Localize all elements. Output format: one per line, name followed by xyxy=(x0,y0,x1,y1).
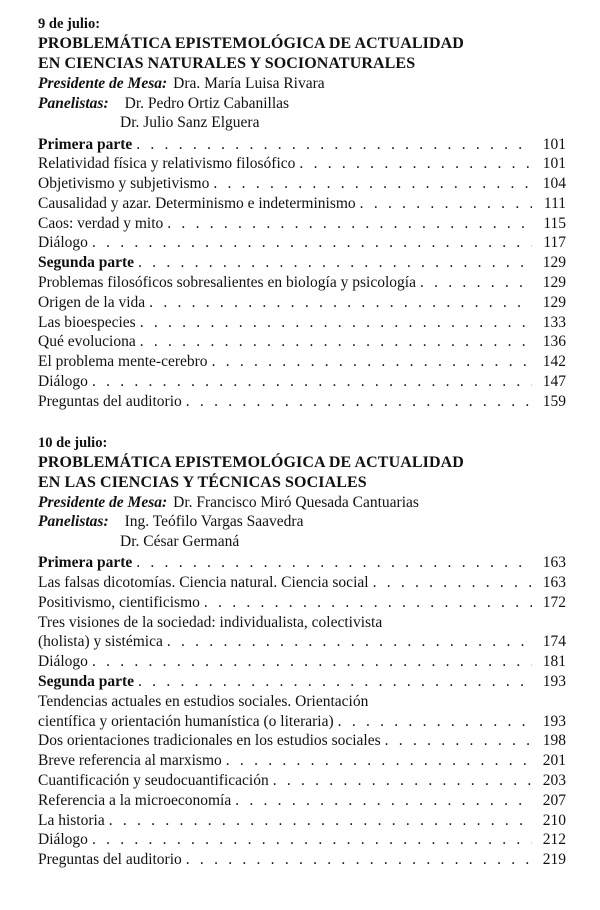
toc-list xyxy=(38,553,566,870)
toc-entry-page: 117 xyxy=(543,234,566,252)
toc-entry-page: 101 xyxy=(542,135,566,153)
toc-entry xyxy=(38,672,566,692)
toc-entry-label: Positivismo, cientificismo xyxy=(38,593,200,611)
toc-entry-label: Caos: verdad y mito xyxy=(38,214,164,232)
president-line xyxy=(38,74,566,94)
toc-entry-label: Preguntas del auditorio xyxy=(38,851,182,869)
toc-entry-label: Primera parte xyxy=(38,554,133,572)
toc-entry xyxy=(38,135,566,155)
toc-entry-page: 115 xyxy=(543,214,566,232)
toc-entry-label: Preguntas del auditorio xyxy=(38,392,182,410)
toc-entry-page: 129 xyxy=(542,274,566,292)
section-july-10 xyxy=(38,433,566,870)
toc-entry-label: Qué evoluciona xyxy=(38,333,136,351)
toc-entry-label: Las falsas dicotomías. Ciencia natural. Ciencia social xyxy=(38,573,369,591)
panelist-name: Dr. Julio Sanz Elguera xyxy=(120,114,260,131)
toc-entry-page: 193 xyxy=(542,712,566,730)
toc-entry-page: 159 xyxy=(542,392,566,410)
toc-leader-dots xyxy=(136,135,532,155)
toc-entry-label: Diálogo xyxy=(38,373,88,391)
toc-entry xyxy=(38,811,566,831)
section-divider xyxy=(38,412,566,433)
toc-entry-label: Segunda parte xyxy=(38,254,135,272)
toc-leader-dots xyxy=(92,652,532,672)
toc-entry-label: Problemas filosóficos sobresalientes en biología y psicología xyxy=(38,274,416,292)
toc-entry xyxy=(38,293,566,313)
toc-leader-dots xyxy=(226,751,532,771)
toc-leader-dots xyxy=(167,214,532,234)
toc-entry-label: Breve referencia al marxismo xyxy=(38,752,222,770)
toc-entry xyxy=(38,771,566,791)
president-name: Dra. María Luisa Rivara xyxy=(173,75,325,92)
panelists-label: Panelistas: xyxy=(38,94,109,112)
toc-leader-dots xyxy=(140,313,532,333)
toc-leader-dots xyxy=(149,293,532,313)
toc-entry-label: Las bioespecies xyxy=(38,313,136,331)
toc-entry-label: Diálogo xyxy=(38,831,88,849)
toc-leader-dots xyxy=(420,273,532,293)
president-name: Dr. Francisco Miró Quesada Cantuarias xyxy=(173,493,419,511)
toc-entry xyxy=(38,372,566,392)
toc-leader-dots xyxy=(138,672,532,692)
toc-entry xyxy=(38,692,566,712)
toc-entry-label: Dos orientaciones tradicionales en los estudios sociales xyxy=(38,732,381,750)
toc-entry-page: 104 xyxy=(542,175,566,193)
toc-leader-dots xyxy=(167,632,532,652)
toc-entry xyxy=(38,830,566,850)
toc-entry-page: 212 xyxy=(542,831,566,849)
toc-leader-dots xyxy=(136,553,532,573)
toc-leader-dots xyxy=(235,791,532,811)
toc-leader-dots xyxy=(186,392,532,412)
toc-leader-dots xyxy=(186,850,532,870)
panelist-name: Dr. Pedro Ortiz Cabanillas xyxy=(124,94,290,112)
toc-entry-label: Diálogo xyxy=(38,234,88,252)
toc-entry-page: 142 xyxy=(542,353,566,371)
toc-leader-dots xyxy=(140,332,532,352)
toc-leader-dots xyxy=(138,253,532,273)
toc-entry xyxy=(38,613,566,633)
panelists-line xyxy=(38,94,566,114)
toc-entry-label: Segunda parte xyxy=(38,672,135,690)
toc-entry-label: La historia xyxy=(38,811,105,829)
toc-entry-label: El problema mente-cerebro xyxy=(38,353,208,371)
toc-entry xyxy=(38,731,566,751)
section-title-line: EN CIENCIAS NATURALES Y SOCIONATURALES xyxy=(38,55,416,72)
panelist-name: Ing. Teófilo Vargas Saavedra xyxy=(124,513,304,531)
president-line xyxy=(38,493,566,513)
toc-entry-page: 181 xyxy=(542,653,566,671)
toc-entry-page: 129 xyxy=(542,293,566,311)
toc-leader-dots xyxy=(338,712,532,732)
toc-entry-page: 163 xyxy=(542,573,566,591)
panelists-line xyxy=(38,512,566,532)
toc-entry-label: Primera parte xyxy=(38,135,133,153)
panelist-name: Dr. César Germaná xyxy=(120,532,240,550)
president-label: Presidente de Mesa: xyxy=(38,75,168,92)
toc-entry-page: 198 xyxy=(542,732,566,750)
toc-entry xyxy=(38,791,566,811)
toc-entry-label: Referencia a la microeconomía xyxy=(38,791,232,809)
president-label: Presidente de Mesa: xyxy=(38,493,168,511)
toc-entry xyxy=(38,392,566,412)
toc-leader-dots xyxy=(109,811,532,831)
toc-entry xyxy=(38,652,566,672)
toc-entry-page: 129 xyxy=(542,254,566,272)
toc-entry-page: 136 xyxy=(542,333,566,351)
toc-entry xyxy=(38,553,566,573)
section-title-line: EN LAS CIENCIAS Y TÉCNICAS SOCIALES xyxy=(38,473,367,491)
toc-entry-page: 201 xyxy=(542,752,566,770)
toc-entry xyxy=(38,313,566,333)
toc-entry-label: Causalidad y azar. Determinismo e indeterminismo xyxy=(38,194,356,212)
toc-entry-page: 101 xyxy=(542,155,566,173)
toc-entry-label: Diálogo xyxy=(38,653,88,671)
toc-entry xyxy=(38,573,566,593)
toc-entry-page: 111 xyxy=(543,194,566,212)
toc-entry xyxy=(38,593,566,613)
toc-entry-label: Relatividad física y relativismo filosófico xyxy=(38,155,296,173)
section-date: 9 de julio: xyxy=(38,16,101,32)
toc-entry xyxy=(38,712,566,732)
toc-entry-label: científica y orientación humanística (o literaria) xyxy=(38,712,334,730)
toc-entry-page: 172 xyxy=(542,593,566,611)
toc-entry-label: Cuantificación y seudocuantificación xyxy=(38,771,269,789)
toc-entry-page: 133 xyxy=(542,313,566,331)
toc-entry-label: Tres visiones de la sociedad: individualista, colectivista xyxy=(38,613,383,631)
toc-list xyxy=(38,135,566,412)
toc-entry-page: 203 xyxy=(542,771,566,789)
toc-leader-dots xyxy=(299,154,532,174)
section-title-line: PROBLEMÁTICA EPISTEMOLÓGICA DE ACTUALIDAD xyxy=(38,453,464,471)
toc-leader-dots xyxy=(273,771,532,791)
toc-leader-dots xyxy=(360,194,532,214)
section-title-line: PROBLEMÁTICA EPISTEMOLÓGICA DE ACTUALIDAD xyxy=(38,35,464,52)
toc-entry-label: Tendencias actuales en estudios sociales. Orientación xyxy=(38,692,369,710)
toc-entry xyxy=(38,751,566,771)
toc-entry-page: 219 xyxy=(542,851,566,869)
toc-entry-label: Objetivismo y subjetivismo xyxy=(38,175,210,193)
panelists-label: Panelistas: xyxy=(38,513,109,531)
table-of-contents-page xyxy=(38,14,566,870)
toc-leader-dots xyxy=(213,174,532,194)
toc-entry xyxy=(38,233,566,253)
section-july-9 xyxy=(38,14,566,412)
toc-entry xyxy=(38,174,566,194)
toc-entry xyxy=(38,214,566,234)
toc-leader-dots xyxy=(92,830,532,850)
toc-entry-page: 174 xyxy=(542,633,566,651)
toc-entry-label: (holista) y sistémica xyxy=(38,633,163,651)
toc-leader-dots xyxy=(373,573,532,593)
toc-leader-dots xyxy=(92,372,532,392)
toc-entry-page: 193 xyxy=(542,672,566,690)
toc-entry xyxy=(38,273,566,293)
toc-entry xyxy=(38,154,566,174)
toc-entry-page: 147 xyxy=(542,373,566,391)
toc-leader-dots xyxy=(212,352,532,372)
toc-entry xyxy=(38,194,566,214)
toc-leader-dots xyxy=(385,731,532,751)
toc-entry-page: 163 xyxy=(542,554,566,572)
toc-leader-dots xyxy=(92,233,532,253)
toc-entry-label: Origen de la vida xyxy=(38,293,146,311)
toc-entry-page: 210 xyxy=(542,811,566,829)
toc-entry xyxy=(38,850,566,870)
toc-entry xyxy=(38,332,566,352)
toc-entry xyxy=(38,253,566,273)
section-date: 10 de julio: xyxy=(38,434,108,451)
toc-entry xyxy=(38,352,566,372)
toc-entry-page: 207 xyxy=(542,791,566,809)
toc-leader-dots xyxy=(204,593,532,613)
toc-entry xyxy=(38,632,566,652)
